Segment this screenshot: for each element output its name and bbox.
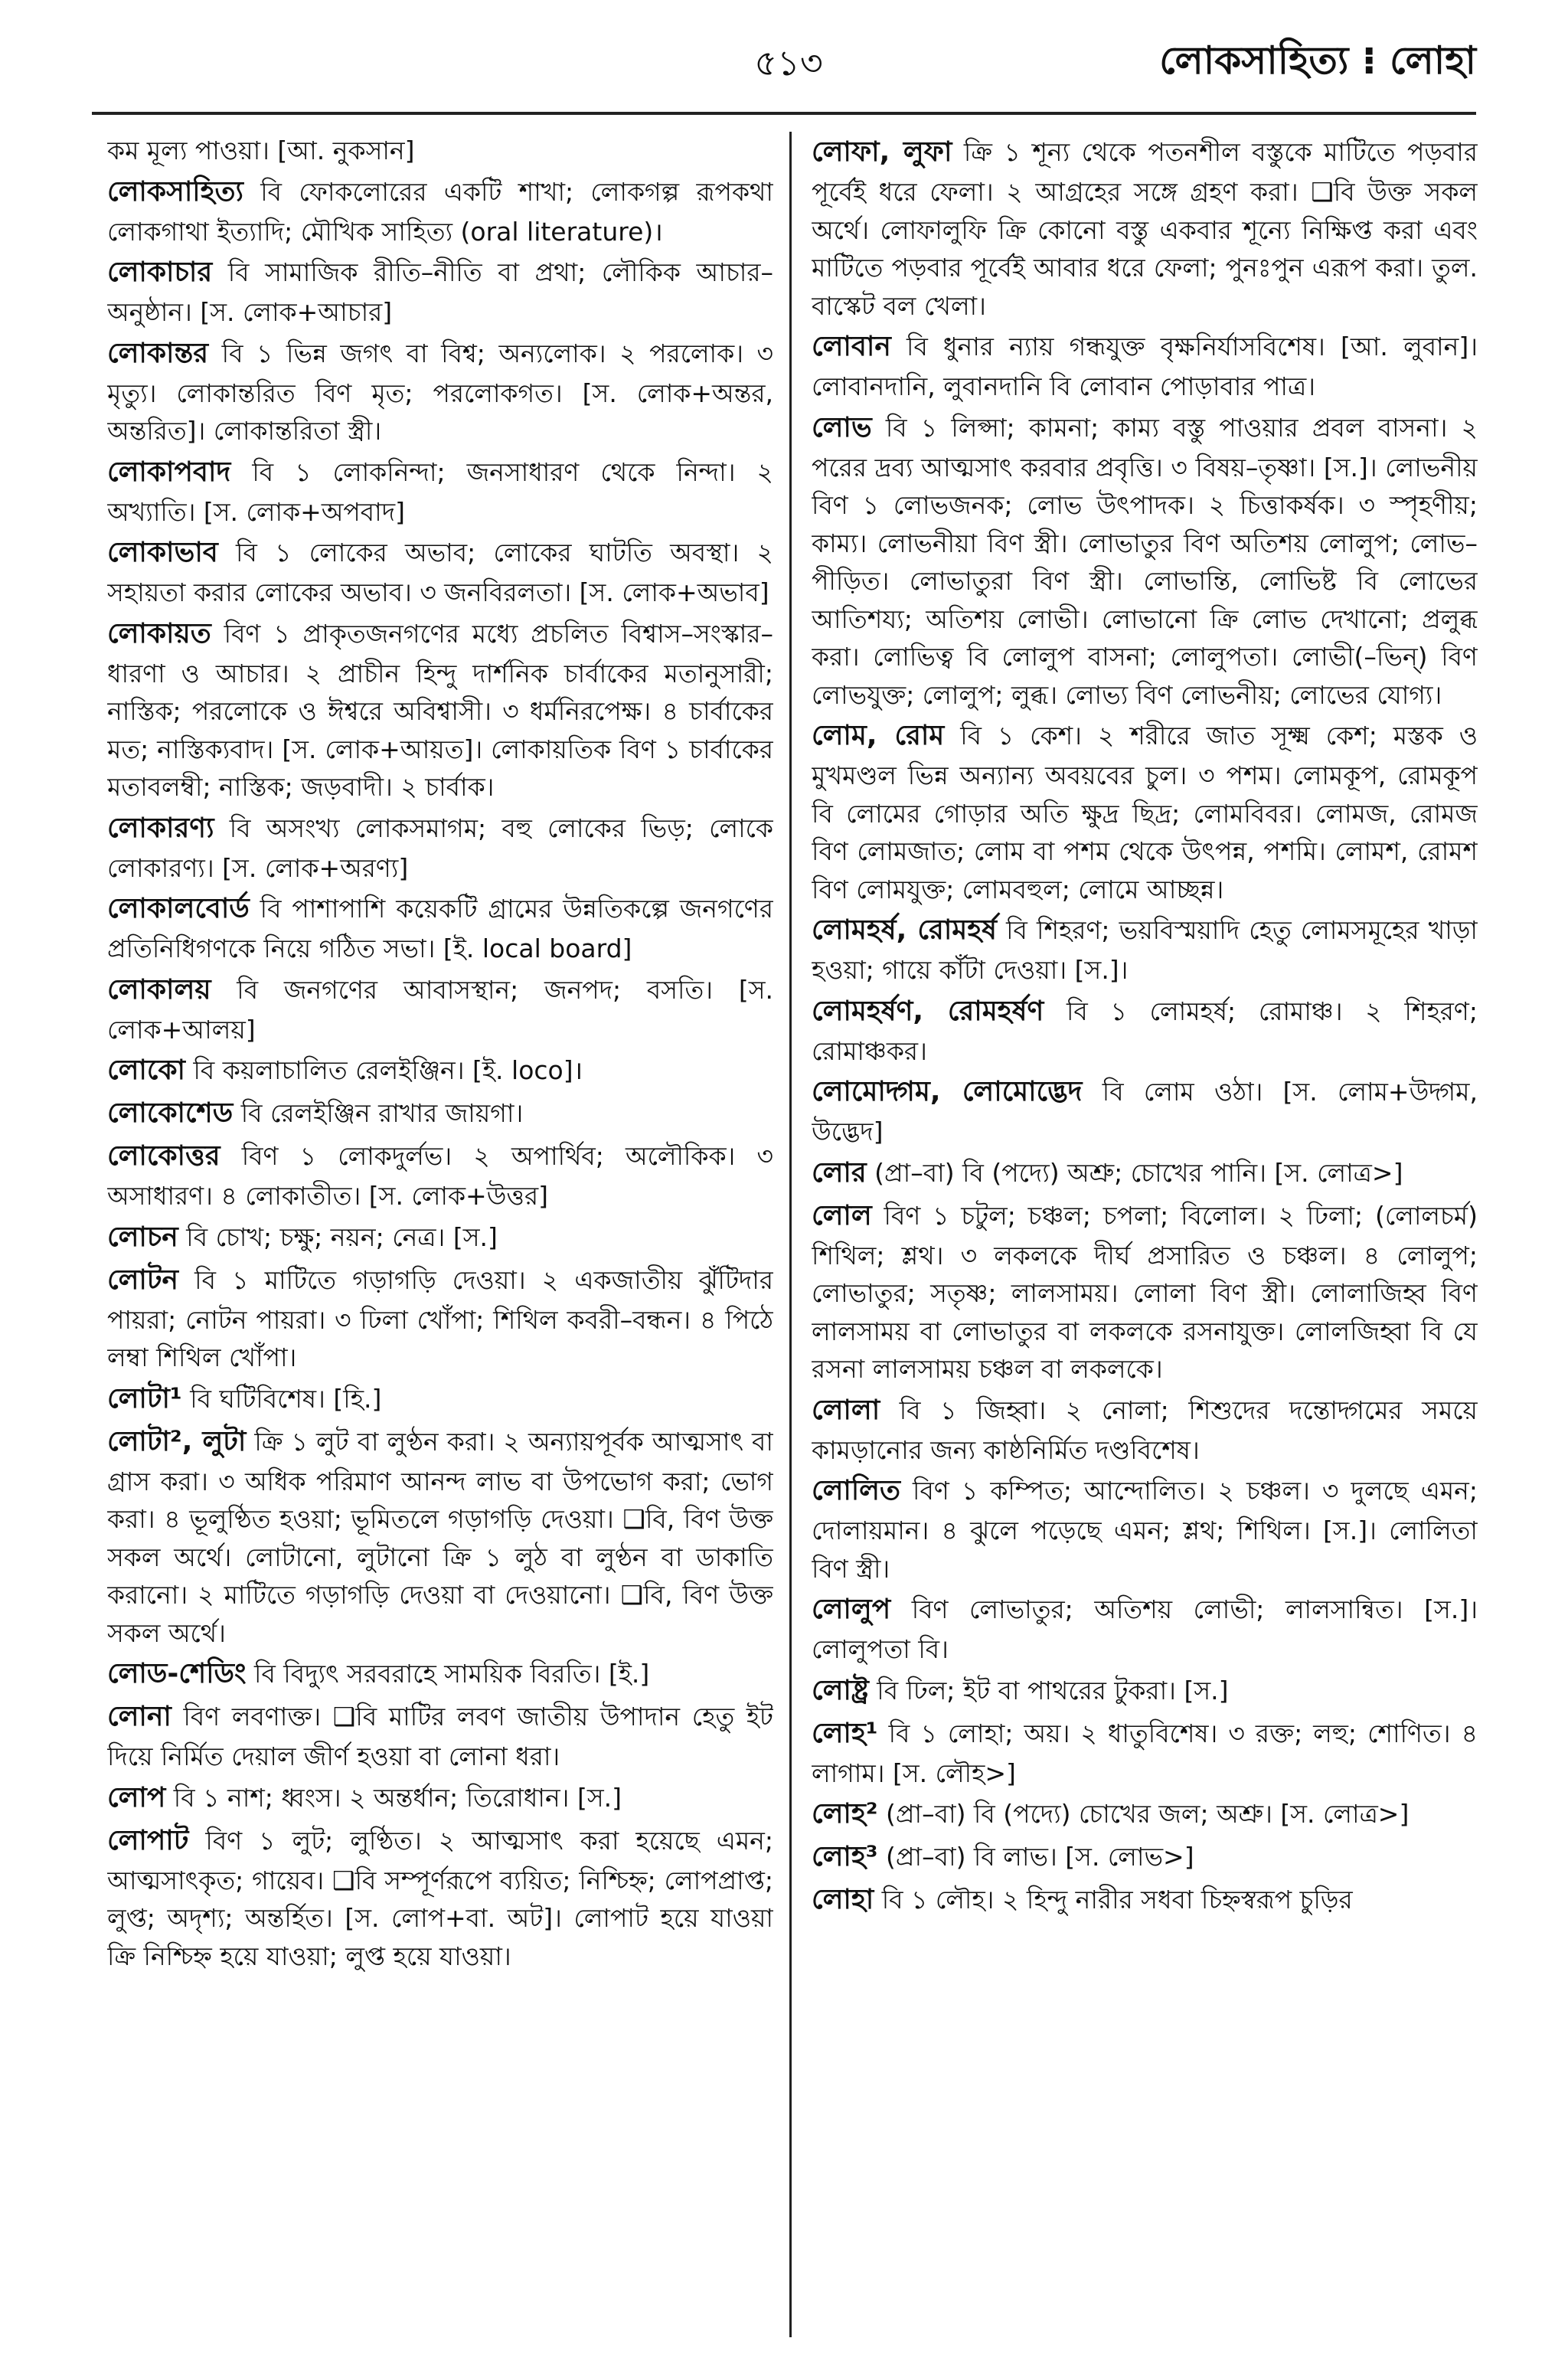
- entry-definition: (প্রা–বা) বি (পদ্যে) চোখের জল; অশ্রু। [স. লোত্র>]: [877, 1799, 1410, 1829]
- entry-headword: লোহা: [812, 1884, 874, 1915]
- dictionary-entry: [812, 407, 1478, 714]
- entry-headword: লোকালয়: [107, 973, 211, 1006]
- dictionary-entry: [107, 1378, 773, 1420]
- dictionary-entry: [107, 333, 773, 450]
- entry-definition: (প্রা–বা) বি (পদ্যে) অশ্রু; চোখের পানি। [স. লোত্র>]: [866, 1157, 1403, 1188]
- entry-headword: লোবান: [812, 331, 891, 362]
- entry-definition: বি ঢিল; ইট বা পাথরের টুকরা। [স.]: [868, 1675, 1229, 1705]
- entry-definition: বি বিদ্যুৎ সরবরাহে সাময়িক বিরতি। [ই.]: [246, 1659, 650, 1689]
- page-number: ৫১৩: [754, 42, 823, 83]
- entry-definition: বি রেলইঞ্জিন রাখার জায়গা।: [233, 1098, 524, 1128]
- entry-definition: বি ১ কেশ। ২ শরীরে জাত সূক্ষ্ম কেশ; মস্তক ও মুখমণ্ডল ভিন্ন অন্যান্য অবয়বের চুল। ৩ পশম। লোমকূপ, রোমকূপ বি লোমের গোড়ার অতি ক্ষুদ্র ছিদ্র; লোমবিবর। লোমজ, রোমজ বিণ লোমজাত; লোম বা পশম থেকে উৎপন্ন, পশমি। লোমশ, রোমশ বিণ লোমযুক্ত; লোমবহুল; লোমে আচ্ছন্ন।: [812, 721, 1478, 904]
- running-head: লোকসাহিত্য ⁝ লোহা: [1159, 38, 1476, 83]
- dictionary-entry: [107, 252, 773, 332]
- entry-headword: লোটন: [107, 1264, 178, 1296]
- dictionary-entry: [812, 1794, 1478, 1835]
- entry-definition: বি ১ লোমহর্ষ; রোমাঞ্চ। ২ শিহরণ; রোমাঞ্চকর।: [812, 996, 1478, 1066]
- entry-definition: বি ১ মাটিতে গড়াগড়ি দেওয়া। ২ একজাতীয় ঝুঁটিদার পায়রা; নোটন পায়রা। ৩ ঢিলা খোঁপা; শিথিল কবরী–বন্ধন। ৪ পিঠে লম্বা শিথিল খোঁপা।: [107, 1264, 773, 1372]
- entry-definition: ক্রি ১ শূন্য থেকে পতনশীল বস্তুকে মাটিতে পড়বার পূর্বেই ধরে ফেলা। ২ আগ্রহের সঙ্গে গ্রহণ করা। ❑বি উক্ত সকল অর্থে। লোফালুফি ক্রি কোনো বস্তু একবার শূন্যে নিক্ষিপ্ত করা এবং মাটিতে পড়বার পূর্বেই আবার ধরে ফেলা; পুনঃপুন এরূপ করা। তুল. বাস্কেট বল খেলা।: [812, 137, 1478, 321]
- dictionary-entry: [812, 1153, 1478, 1194]
- entry-headword: লোকসাহিত্য: [107, 175, 243, 208]
- dictionary-entry: [107, 1421, 773, 1653]
- right-column: [812, 132, 1478, 2337]
- entry-definition: বি শিহরণ; ভয়বিস্ময়াদি হেতু লোমসমূহের খাড়া হওয়া; গায়ে কাঁটা দেওয়া। [স.]।: [812, 915, 1478, 985]
- entry-definition: বি ১ লোকের অভাব; লোকের ঘাটতি অবস্থা। ২ সহায়তা করার লোকের অভাব। ৩ জনবিরলতা। [স. লোক+অভাব]: [107, 538, 773, 607]
- dictionary-entry: [107, 1777, 773, 1819]
- entry-definition: কম মূল্য পাওয়া। [আ. নুকসান]: [107, 136, 415, 165]
- entry-definition: বি ১ ভিন্ন জগৎ বা বিশ্ব; অন্যলোক। ২ পরলোক। ৩ মৃত্যু। লোকান্তরিত বিণ মৃত; পরলোকগত। [স. লোক+অন্তর, অন্তরিত]। লোকান্তরিতা স্ত্রী।: [107, 338, 773, 446]
- entry-definition: বি ঘটিবিশেষ। [হি.]: [181, 1383, 382, 1414]
- entry-definition: বি চোখ; চক্ষু; নয়ন; নেত্র। [স.]: [178, 1221, 498, 1252]
- dictionary-entry: [812, 715, 1478, 908]
- dictionary-entry: [107, 888, 773, 968]
- dictionary-entry: [107, 970, 773, 1049]
- entry-definition: বি ১ নাশ; ধ্বংস। ২ অন্তর্ধান; তিরোধান। [স.]: [165, 1782, 622, 1813]
- dictionary-entry: [107, 1260, 773, 1377]
- dictionary-entry: [107, 1653, 773, 1695]
- entry-headword: লোপাট: [107, 1824, 189, 1856]
- dictionary-entry: [812, 1670, 1478, 1712]
- entry-headword: লোটা¹: [107, 1382, 182, 1414]
- dictionary-entry: [107, 1050, 773, 1091]
- dictionary-entry: [812, 1470, 1478, 1588]
- dictionary-entry: [107, 1820, 773, 1976]
- dictionary-entry: [107, 613, 773, 806]
- dictionary-entry: [812, 1879, 1478, 1921]
- entry-headword: লোলুপ: [812, 1594, 891, 1625]
- entry-definition: বি ধুনার ন্যায় গন্ধযুক্ত বৃক্ষনির্যাসবিশেষ। [আ. লুবান]। লোবানদানি, লুবানদানি বি লোবান পোড়াবার পাত্র।: [812, 332, 1478, 401]
- dictionary-entry: [107, 808, 773, 888]
- dictionary-entry: [107, 1136, 773, 1215]
- entry-headword: লোকোত্তর: [107, 1140, 220, 1172]
- entry-headword: লোচন: [107, 1221, 178, 1253]
- entry-headword: লোটা², লুটা: [107, 1425, 247, 1457]
- entry-headword: লোম, রোম: [812, 720, 945, 751]
- entry-definition: বি ১ জিহ্বা। ২ নোলা; শিশুদের দন্তোদ্গমের সময়ে কামড়ানোর জন্য কাষ্ঠনির্মিত দণ্ডবিশেষ।: [812, 1395, 1478, 1465]
- entry-headword: লোর: [812, 1156, 867, 1189]
- entry-headword: লোকাচার: [107, 257, 213, 288]
- entry-headword: লোহ³: [812, 1841, 878, 1872]
- entry-definition: বি ১ লৌহ। ২ হিন্দু নারীর সধবা চিহ্নস্বরূপ চুড়ির: [874, 1885, 1353, 1915]
- entry-headword: লোল: [812, 1199, 872, 1231]
- dictionary-entry: [812, 1589, 1478, 1669]
- entry-headword: লোড-শেডিং: [107, 1658, 247, 1689]
- entry-headword: লোভ: [812, 411, 872, 443]
- entry-definition: বি ১ লিপ্সা; কামনা; কাম্য বস্তু পাওয়ার প্রবল বাসনা। ২ পরের দ্রব্য আত্মসাৎ করবার প্রবৃত্তি। ৩ বিষয়–তৃষ্ণা। [স.]। লোভনীয় বিণ ১ লোভজনক; লোভ উৎপাদক। ২ চিত্তাকর্ষক। ৩ স্পৃহণীয়; কাম্য। লোভনীয়া বিণ স্ত্রী। লোভাতুর বিণ অতিশয় লোলুপ; লোভ–পীড়িত। লোভাতুরা বিণ স্ত্রী। লোভান্তি, লোভিষ্ট বি লোভের আতিশয্য; অতিশয় লোভী। লোভানো ক্রি লোভ দেখানো; প্রলুব্ধ করা। লোভিত্ব বি লোলুপ বাসনা; লোলুপতা। লোভী(–ভিন্) বিণ লোভযুক্ত; লোলুপ; লুব্ধ। লোভ্য বিণ লোভনীয়; লোভের যোগ্য।: [812, 412, 1478, 710]
- dictionary-entry: [107, 132, 773, 170]
- entry-headword: লোকোশেড: [107, 1097, 234, 1129]
- entry-definition: বি পাশাপাশি কয়েকটি গ্রামের উন্নতিকল্পে জনগণের প্রতিনিধিগণকে নিয়ে গঠিত সভা। [ই. local board]: [107, 894, 773, 963]
- entry-headword: লোকান্তর: [107, 337, 209, 369]
- dictionary-entry: [812, 1071, 1478, 1151]
- dictionary-entry: [107, 532, 773, 612]
- dictionary-entry: [812, 326, 1478, 406]
- entry-definition: বি ১ লোহা; অয়। ২ ধাতুবিশেষ। ৩ রক্ত; লহু; শোণিত। ৪ লাগাম। [স. লৌহ>]: [812, 1718, 1478, 1788]
- column-divider: [789, 132, 792, 2337]
- entry-definition: বি লোম ওঠা। [স. লোম+উদ্গম, উদ্ভেদ]: [812, 1077, 1478, 1146]
- entry-definition: বিণ ১ কম্পিত; আন্দোলিত। ২ চঞ্চল। ৩ দুলছে এমন; দোলায়মান। ৪ ঝুলে পড়েছে এমন; শ্লথ; শিথিল। [স.]। লোলিতা বিণ স্ত্রী।: [812, 1476, 1478, 1584]
- entry-definition: (প্রা–বা) বি লাভ। [স. লোভ>]: [877, 1842, 1194, 1872]
- entry-headword: লোমহর্ষণ, রোমহর্ষণ: [812, 995, 1044, 1027]
- entry-definition: ক্রি ১ লুট বা লুণ্ঠন করা। ২ অন্যায়পূর্বক আত্মসাৎ বা গ্রাস করা। ৩ অধিক পরিমাণ আনন্দ লাভ বা উপভোগ করা; ভোগ করা। ৪ ভূলুণ্ঠিত হওয়া; ভূমিতলে গড়াগড়ি দেওয়া। ❑বি, বিণ উক্ত সকল অর্থে। লোটানো, লুটানো ক্রি ১ লুঠ বা লুণ্ঠন বা ডাকাতি করানো। ২ মাটিতে গড়াগড়ি দেওয়া বা দেওয়ানো। ❑বি, বিণ উক্ত সকল অর্থে।: [107, 1426, 773, 1648]
- entry-headword: লোমোদ্গম, লোমোদ্ভেদ: [812, 1076, 1083, 1107]
- dictionary-entry: [812, 1195, 1478, 1388]
- entry-definition: বি সামাজিক রীতি–নীতি বা প্রথা; লৌকিক আচার–অনুষ্ঠান। [স. লোক+আচার]: [107, 257, 773, 327]
- entry-headword: লোকারণ্য: [107, 812, 214, 844]
- entry-definition: বিণ ১ চটুল; চঞ্চল; চপলা; বিলোল। ২ ঢিলা; (লোলচর্ম) শিথিল; শ্লথ। ৩ লকলকে দীর্ঘ প্রসারিত ও চঞ্চল। ৪ লোলুপ; লোভাতুর; সতৃষ্ণ; লালসাময়। লোলা বিণ স্ত্রী। লোলাজিহ্ব বিণ লালসাময় বা লোভাতুর বা লকলকে রসনাযুক্ত। লোলজিহ্বা বি যে রসনা লালসাময় চঞ্চল বা লকলকে।: [812, 1200, 1478, 1384]
- entry-definition: বিণ ১ লুট; লুণ্ঠিত। ২ আত্মসাৎ করা হয়েছে এমন; আত্মসাৎকৃত; গায়েব। ❑বি সম্পূর্ণরূপে ব্যয়িত; নিশ্চিহ্ন; লোপপ্রাপ্ত; লুপ্ত; অদৃশ্য; অন্তর্হিত। [স. লোপ+বা. অট]। লোপাট হয়ে যাওয়া ক্রি নিশ্চিহ্ন হয়ে যাওয়া; লুপ্ত হয়ে যাওয়া।: [107, 1825, 773, 1971]
- dictionary-entry: [812, 1390, 1478, 1470]
- entry-headword: লোনা: [107, 1701, 172, 1732]
- entry-definition: বিণ ১ লোকদুর্লভ। ২ অপার্থিব; অলৌকিক। ৩ অসাধারণ। ৪ লোকাতীত। [স. লোক+উত্তর]: [107, 1141, 773, 1211]
- entry-headword: লোকো: [107, 1055, 185, 1086]
- entry-headword: লোষ্ট্র: [812, 1674, 869, 1706]
- entry-headword: লোফা, লুফা: [812, 136, 952, 168]
- entry-headword: লোলা: [812, 1394, 880, 1426]
- dictionary-entry: [812, 910, 1478, 989]
- entry-headword: লোপ: [107, 1781, 166, 1813]
- dictionary-entry: [107, 1093, 773, 1134]
- entry-headword: লোলিত: [812, 1475, 901, 1506]
- entry-headword: লোকায়ত: [107, 617, 211, 649]
- entry-headword: লোহ²: [812, 1798, 878, 1830]
- dictionary-entry: [812, 132, 1478, 325]
- dictionary-entry: [812, 1836, 1478, 1878]
- entry-definition: বিণ লোভাতুর; অতিশয় লোভী; লালসান্বিত। [স.]। লোলুপতা বি।: [812, 1594, 1478, 1664]
- entry-definition: বিণ ১ প্রাকৃতজনগণের মধ্যে প্রচলিত বিশ্বাস–সংস্কার–ধারণা ও আচার। ২ প্রাচীন হিন্দু দার্শনিক চার্বাকের মতানুসারী; নাস্তিক; পরলোকে ও ঈশ্বরে অবিশ্বাসী। ৩ ধর্মনিরপেক্ষ। ৪ চার্বাকের মত; নাস্তিক্যবাদ। [স. লোক+আয়ত]। লোকায়তিক বিণ ১ চার্বাকের মতাবলম্বী; নাস্তিক; জড়বাদী। ২ চার্বাক।: [107, 618, 773, 802]
- entry-headword: লোকাপবাদ: [107, 456, 231, 488]
- dictionary-entry: [812, 1713, 1478, 1793]
- entry-definition: বি অসংখ্য লোকসমাগম; বহু লোকের ভিড়; লোকে লোকারণ্য। [স. লোক+অরণ্য]: [107, 813, 773, 883]
- dictionary-entry: [107, 452, 773, 531]
- dictionary-entry: [107, 172, 773, 251]
- entry-headword: লোকালবোর্ড: [107, 893, 250, 924]
- entry-headword: লোহ¹: [812, 1717, 878, 1749]
- dictionary-entry: [107, 1217, 773, 1258]
- header-rule: [92, 112, 1476, 115]
- entry-definition: বি ফোকলোরের একটি শাখা; লোকগল্প রূপকথা লোকগাথা ইত্যাদি; মৌখিক সাহিত্য (oral literature)।: [107, 176, 773, 247]
- entry-definition: বিণ লবণাক্ত। ❑বি মাটির লবণ জাতীয় উপাদান হেতু ইট দিয়ে নির্মিত দেয়াল জীর্ণ হওয়া বা লোনা ধরা।: [107, 1702, 773, 1771]
- left-column: [107, 132, 773, 2337]
- entry-definition: বি জনগণের আবাসস্থান; জনপদ; বসতি। [স. লোক+আলয়]: [107, 974, 773, 1045]
- dictionary-entry: [812, 991, 1478, 1071]
- dictionary-entry: [107, 1696, 773, 1776]
- entry-headword: লোকাভাব: [107, 537, 218, 568]
- entry-headword: লোমহর্ষ, রোমহর্ষ: [812, 914, 998, 946]
- entry-definition: বি ১ লোকনিন্দা; জনসাধারণ থেকে নিন্দা। ২ অখ্যাতি। [স. লোক+অপবাদ]: [107, 456, 773, 527]
- entry-definition: বি কয়লাচালিত রেলইঞ্জিন। [ই. loco]।: [185, 1055, 583, 1085]
